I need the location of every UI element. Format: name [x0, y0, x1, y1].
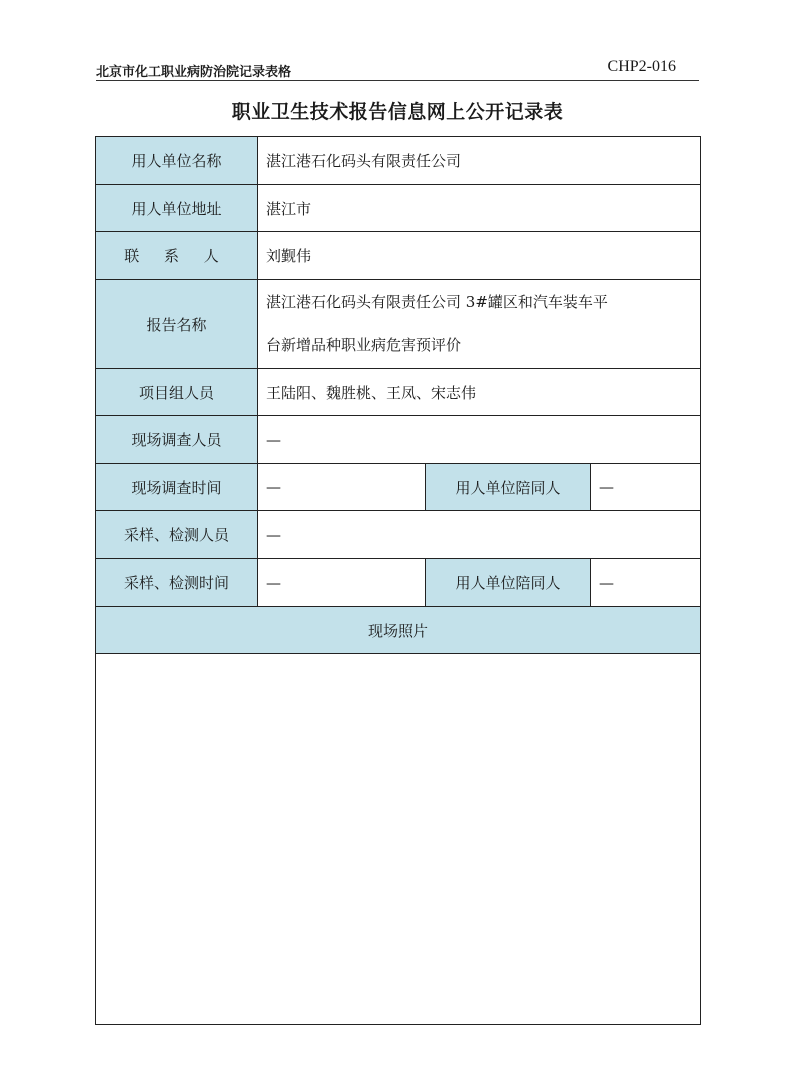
- record-table: [95, 136, 701, 1025]
- document-title: 职业卫生技术报告信息网上公开记录表: [231, 101, 564, 123]
- row-sampling-staff: [96, 511, 701, 559]
- row-project-members: [96, 369, 701, 416]
- sampling-staff-value: —: [258, 511, 701, 559]
- survey-time-value: —: [258, 464, 426, 511]
- sampling-time-label: 采样、检测时间: [96, 559, 258, 607]
- project-members-label: 项目组人员: [96, 369, 258, 416]
- survey-staff-value: —: [258, 416, 701, 464]
- employer-name-label: 用人单位名称: [96, 137, 258, 185]
- row-photo-area: [96, 654, 701, 1025]
- survey-staff-label: 现场调查人员: [96, 416, 258, 464]
- report-name-line-1: 湛江港石化码头有限责任公司 3#罐区和汽车装车平: [266, 293, 608, 311]
- row-survey-staff: [96, 416, 701, 464]
- header-divider: [96, 80, 699, 81]
- row-survey-time: [96, 464, 701, 511]
- photo-area: [96, 654, 701, 1025]
- employer-address-label: 用人单位地址: [96, 185, 258, 232]
- contact-value: 刘觐伟: [258, 232, 701, 280]
- survey-escort-label: 用人单位陪同人: [426, 464, 591, 511]
- row-employer-address: [96, 185, 701, 232]
- row-contact: [96, 232, 701, 280]
- row-photo-header: [96, 607, 701, 654]
- survey-escort-value: —: [591, 464, 701, 511]
- report-name-line-2: 台新增品种职业病危害预评价: [266, 336, 462, 354]
- row-employer-name: [96, 137, 701, 185]
- photo-section-label: 现场照片: [96, 607, 701, 654]
- sampling-escort-label: 用人单位陪同人: [426, 559, 591, 607]
- survey-time-label: 现场调查时间: [96, 464, 258, 511]
- contact-label: 联 系 人: [96, 232, 258, 280]
- employer-name-value: 湛江港石化码头有限责任公司: [258, 137, 701, 185]
- sampling-staff-label: 采样、检测人员: [96, 511, 258, 559]
- sampling-escort-value: —: [591, 559, 701, 607]
- sampling-time-value: —: [258, 559, 426, 607]
- report-name-label: 报告名称: [96, 280, 258, 369]
- row-report-name: [96, 280, 701, 369]
- form-code: CHP2-016: [607, 58, 676, 75]
- employer-address-value: 湛江市: [258, 185, 701, 232]
- report-name-value: [258, 280, 701, 369]
- organization-header: 北京市化工职业病防治院记录表格: [96, 65, 292, 80]
- row-sampling-time: [96, 559, 701, 607]
- project-members-value: 王陆阳、魏胜桃、王凤、宋志伟: [258, 369, 701, 416]
